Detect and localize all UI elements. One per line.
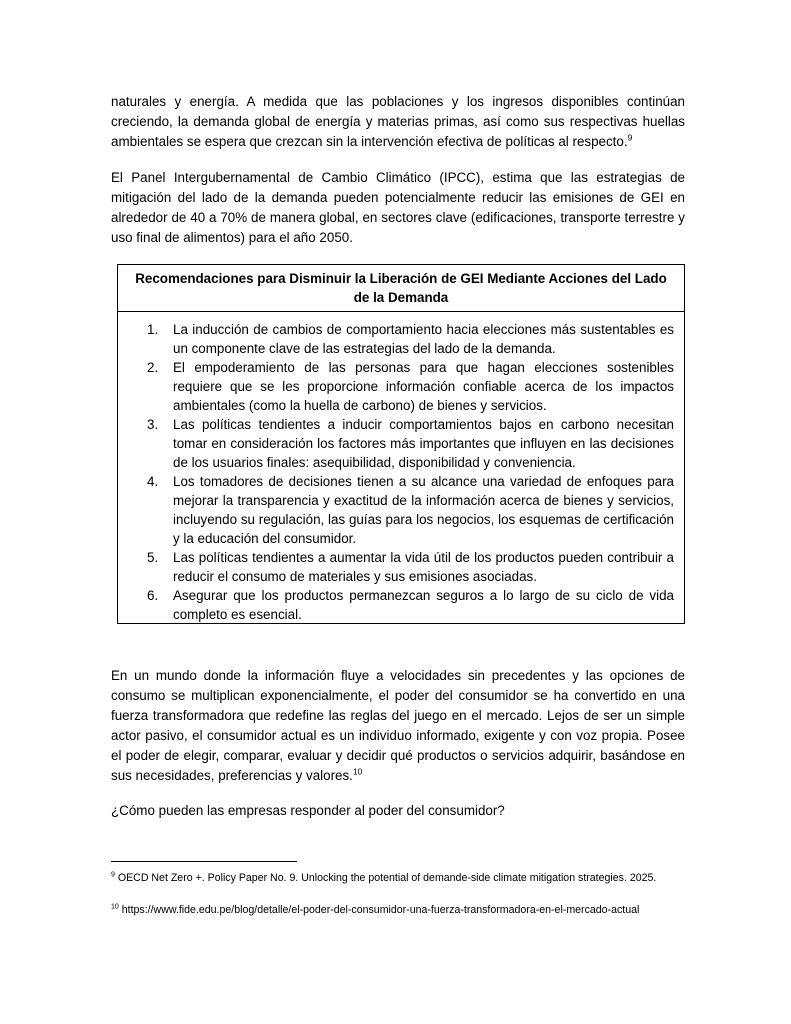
recommendations-box: [117, 264, 685, 624]
list-item-text: Las políticas tendientes a inducir comportamientos bajos en carbono necesitan tomar en consideración los factores más importantes que influyen en las decisiones de los usuarios finales: asequibilidad, disponibilidad y conveniencia.: [173, 417, 674, 470]
list-item-text: Los tomadores de decisiones tienen a su alcance una variedad de enfoques para mejorar la transparencia y exactitud de la información acerca de bienes y servicios, incluyendo su regulación, las guías para los negocios, los esquemas de certificación y la educación del consumidor.: [173, 474, 674, 546]
list-item-text: El empoderamiento de las personas para que hagan elecciones sostenibles requiere que se les proporcione información confiable acerca de los impactos ambientales (como la huella de carbono) de bienes y servicios.: [173, 360, 674, 413]
footnote-ref-9: 9: [627, 132, 633, 143]
paragraph-consumer-power: [111, 666, 685, 786]
recommendations-title: Recomendaciones para Disminuir la Liberación de GEI Mediante Acciones del Lado de la Demanda: [118, 265, 684, 312]
footnote-text: OECD Net Zero +. Policy Paper No. 9. Unlocking the potential of demande-side climate mitigation strategies. 2025.: [117, 872, 657, 884]
paragraph-text: ¿Cómo pueden las empresas responder al poder del consumidor?: [111, 803, 505, 818]
list-item: [118, 415, 674, 472]
footnote-link[interactable]: https://www.fide.edu.pe/blog/detalle/el-poder-del-consumidor-una-fuerza-transformadora-en-el-mercado-actual: [121, 904, 640, 916]
list-item: [118, 472, 674, 548]
list-item-number: 1.: [147, 322, 159, 337]
list-item: [118, 548, 674, 586]
list-item-text: La inducción de cambios de comportamiento hacia elecciones más sustentables es un componente clave de las estrategias del lado de la demanda.: [173, 322, 674, 356]
footnote-10: [111, 902, 685, 918]
footnote-separator: [111, 861, 297, 862]
paragraph-ipcc-estimate: [111, 168, 685, 248]
list-item: [118, 358, 674, 415]
list-item-number: 5.: [147, 550, 159, 565]
list-item-number: 3.: [147, 417, 159, 432]
footnote-number: 10: [111, 903, 119, 911]
paragraph-text: En un mundo donde la información fluye a velocidades sin precedentes y las opciones de consumo se multiplican exponencialmente, el poder del consumidor se ha convertido en una fuerza transformadora que redefine las reglas del juego en el mercado. Lejos de ser un simple actor pasivo, el consumidor actual es un individuo informado, exigente y con voz propia. Posee el poder de elegir, comparar, evaluar y decidir qué productos o servicios adquirir, basándose en sus necesidades, preferencias y valores.: [111, 668, 685, 783]
paragraph-text: El Panel Intergubernamental de Cambio Climático (IPCC), estima que las estrategias de mitigación del lado de la demanda pueden potencialmente reducir las emisiones de GEI en alrededor de 40 a 70% de manera global, en sectores clave (edificaciones, transporte terrestre y uso final de alimentos) para el año 2050.: [111, 170, 685, 245]
list-item-number: 2.: [147, 360, 159, 375]
list-item-text: Asegurar que los productos permanezcan seguros a lo largo de su ciclo de vida completo es esencial.: [173, 588, 674, 622]
footnote-ref-10: 10: [352, 766, 363, 777]
list-item: [118, 320, 674, 358]
footnote-number: 9: [111, 871, 115, 879]
paragraph-question: [111, 801, 685, 821]
paragraph-environmental-footprint: [111, 92, 685, 152]
paragraph-text: naturales y energía. A medida que las poblaciones y los ingresos disponibles continúan creciendo, la demanda global de energía y materias primas, así como sus respectivas huellas ambientales se espera que crezcan sin la intervención efectiva de políticas al respecto.: [111, 94, 685, 149]
list-item-text: Las políticas tendientes a aumentar la vida útil de los productos pueden contribuir a reducir el consumo de materiales y sus emisiones asociadas.: [173, 550, 674, 584]
recommendations-list: [118, 312, 684, 624]
footnote-9: [111, 870, 685, 886]
list-item-number: 4.: [147, 474, 159, 489]
list-item-number: 6.: [147, 588, 159, 603]
list-item: [118, 586, 674, 624]
